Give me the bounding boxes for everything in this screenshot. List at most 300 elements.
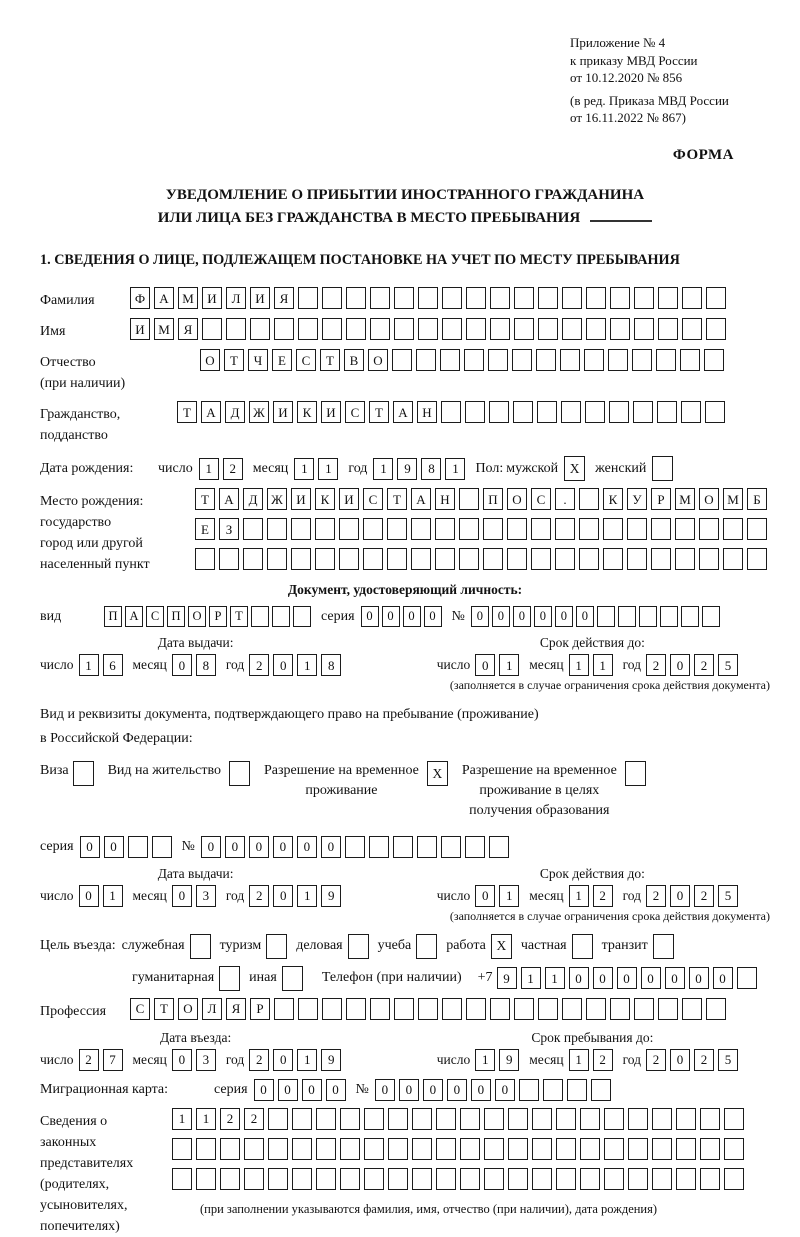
form-cell[interactable]: 8 — [421, 458, 441, 480]
form-cell[interactable] — [490, 287, 510, 309]
form-cell[interactable] — [634, 998, 654, 1020]
form-cell[interactable] — [243, 548, 263, 570]
form-cell[interactable] — [465, 836, 485, 858]
form-cell[interactable] — [723, 518, 743, 540]
form-cell[interactable] — [585, 401, 605, 423]
form-cell[interactable]: 0 — [172, 1049, 192, 1071]
form-cell[interactable] — [387, 548, 407, 570]
form-cell[interactable]: Я — [178, 318, 198, 340]
form-cell[interactable]: 1 — [199, 458, 219, 480]
form-cell[interactable]: 0 — [670, 1049, 690, 1071]
form-cell[interactable]: О — [178, 998, 198, 1020]
form-cell[interactable] — [514, 318, 534, 340]
form-cell[interactable] — [560, 349, 580, 371]
form-cell[interactable] — [411, 548, 431, 570]
form-cell[interactable] — [440, 349, 460, 371]
form-cell[interactable] — [656, 349, 676, 371]
form-cell[interactable] — [488, 349, 508, 371]
form-cell[interactable]: Н — [435, 488, 455, 510]
form-cell[interactable] — [316, 1108, 336, 1130]
form-cell[interactable] — [441, 836, 461, 858]
form-cell[interactable] — [292, 1138, 312, 1160]
form-cell[interactable]: П — [104, 606, 122, 627]
form-cell[interactable] — [676, 1138, 696, 1160]
form-cell[interactable] — [586, 318, 606, 340]
form-cell[interactable] — [657, 401, 677, 423]
form-cell[interactable] — [682, 287, 702, 309]
form-cell[interactable] — [532, 1168, 552, 1190]
form-cell[interactable]: X — [491, 934, 512, 959]
form-cell[interactable]: 1 — [569, 885, 589, 907]
form-cell[interactable] — [339, 518, 359, 540]
form-cell[interactable] — [610, 318, 630, 340]
form-cell[interactable] — [394, 998, 414, 1020]
form-cell[interactable] — [532, 1138, 552, 1160]
form-cell[interactable] — [195, 548, 215, 570]
form-cell[interactable]: 0 — [492, 606, 510, 627]
form-cell[interactable] — [370, 287, 390, 309]
form-cell[interactable]: 9 — [321, 885, 341, 907]
form-cell[interactable]: 1 — [196, 1108, 216, 1130]
form-cell[interactable] — [538, 318, 558, 340]
form-cell[interactable] — [652, 1138, 672, 1160]
form-cell[interactable] — [219, 966, 240, 991]
form-cell[interactable] — [633, 401, 653, 423]
form-cell[interactable] — [724, 1138, 744, 1160]
form-cell[interactable] — [556, 1168, 576, 1190]
form-cell[interactable] — [466, 287, 486, 309]
form-cell[interactable] — [682, 318, 702, 340]
form-cell[interactable] — [634, 287, 654, 309]
form-cell[interactable]: 2 — [249, 885, 269, 907]
form-cell[interactable] — [484, 1108, 504, 1130]
form-cell[interactable] — [274, 318, 294, 340]
form-cell[interactable] — [584, 349, 604, 371]
form-cell[interactable] — [489, 836, 509, 858]
form-cell[interactable]: И — [202, 287, 222, 309]
form-cell[interactable] — [363, 548, 383, 570]
form-cell[interactable] — [700, 1108, 720, 1130]
form-cell[interactable]: 0 — [382, 606, 400, 627]
form-cell[interactable] — [586, 998, 606, 1020]
form-cell[interactable]: Ф — [130, 287, 150, 309]
form-cell[interactable] — [507, 518, 527, 540]
form-cell[interactable]: А — [125, 606, 143, 627]
form-cell[interactable]: 0 — [273, 836, 293, 858]
form-cell[interactable]: 2 — [223, 458, 243, 480]
form-cell[interactable]: Р — [651, 488, 671, 510]
form-cell[interactable]: 6 — [103, 654, 123, 676]
form-cell[interactable]: 2 — [220, 1108, 240, 1130]
form-cell[interactable] — [556, 1108, 576, 1130]
form-cell[interactable] — [699, 548, 719, 570]
form-cell[interactable]: Д — [243, 488, 263, 510]
form-cell[interactable] — [610, 998, 630, 1020]
form-cell[interactable] — [628, 1138, 648, 1160]
form-cell[interactable]: 0 — [321, 836, 341, 858]
form-cell[interactable] — [639, 606, 657, 627]
form-cell[interactable] — [196, 1138, 216, 1160]
form-cell[interactable]: В — [344, 349, 364, 371]
form-cell[interactable]: О — [368, 349, 388, 371]
form-cell[interactable]: 5 — [718, 885, 738, 907]
form-cell[interactable] — [651, 518, 671, 540]
form-cell[interactable] — [196, 1168, 216, 1190]
form-cell[interactable] — [459, 548, 479, 570]
form-cell[interactable] — [272, 606, 290, 627]
form-cell[interactable] — [243, 518, 263, 540]
form-cell[interactable]: 1 — [79, 654, 99, 676]
form-cell[interactable]: 0 — [576, 606, 594, 627]
form-cell[interactable]: 0 — [641, 967, 661, 989]
form-cell[interactable] — [628, 1168, 648, 1190]
form-cell[interactable] — [567, 1079, 587, 1101]
form-cell[interactable] — [483, 518, 503, 540]
form-cell[interactable]: Л — [202, 998, 222, 1020]
form-cell[interactable] — [282, 966, 303, 991]
form-cell[interactable] — [652, 1168, 672, 1190]
form-cell[interactable]: И — [291, 488, 311, 510]
form-cell[interactable] — [682, 998, 702, 1020]
form-cell[interactable]: 5 — [718, 654, 738, 676]
form-cell[interactable] — [364, 1138, 384, 1160]
form-cell[interactable]: Е — [272, 349, 292, 371]
form-cell[interactable] — [705, 401, 725, 423]
form-cell[interactable] — [680, 349, 700, 371]
form-cell[interactable]: X — [564, 456, 585, 481]
form-cell[interactable] — [562, 318, 582, 340]
form-cell[interactable] — [651, 548, 671, 570]
form-cell[interactable]: 0 — [665, 967, 685, 989]
form-cell[interactable]: Т — [177, 401, 197, 423]
form-cell[interactable] — [436, 1138, 456, 1160]
form-cell[interactable]: 9 — [397, 458, 417, 480]
form-cell[interactable]: 2 — [646, 885, 666, 907]
form-cell[interactable] — [441, 401, 461, 423]
form-cell[interactable] — [514, 998, 534, 1020]
form-cell[interactable] — [604, 1108, 624, 1130]
form-cell[interactable]: А — [411, 488, 431, 510]
form-cell[interactable]: И — [273, 401, 293, 423]
form-cell[interactable] — [538, 998, 558, 1020]
form-cell[interactable] — [442, 287, 462, 309]
form-cell[interactable]: 1 — [521, 967, 541, 989]
form-cell[interactable] — [460, 1138, 480, 1160]
form-cell[interactable]: 0 — [302, 1079, 322, 1101]
form-cell[interactable] — [190, 934, 211, 959]
form-cell[interactable] — [704, 349, 724, 371]
form-cell[interactable]: 1 — [545, 967, 565, 989]
form-cell[interactable] — [322, 318, 342, 340]
form-cell[interactable]: С — [531, 488, 551, 510]
form-cell[interactable] — [555, 548, 575, 570]
form-cell[interactable]: Т — [320, 349, 340, 371]
form-cell[interactable] — [634, 318, 654, 340]
form-cell[interactable]: 9 — [321, 1049, 341, 1071]
form-cell[interactable]: 0 — [555, 606, 573, 627]
form-cell[interactable] — [460, 1108, 480, 1130]
form-cell[interactable]: 0 — [273, 654, 293, 676]
form-cell[interactable] — [370, 318, 390, 340]
form-cell[interactable]: 0 — [475, 654, 495, 676]
form-cell[interactable]: С — [146, 606, 164, 627]
form-cell[interactable] — [251, 606, 269, 627]
form-cell[interactable]: Е — [195, 518, 215, 540]
form-cell[interactable]: Т — [154, 998, 174, 1020]
form-cell[interactable]: А — [219, 488, 239, 510]
form-cell[interactable]: 1 — [569, 1049, 589, 1071]
form-cell[interactable] — [298, 998, 318, 1020]
form-cell[interactable] — [724, 1168, 744, 1190]
form-cell[interactable] — [625, 761, 646, 786]
form-cell[interactable]: 0 — [670, 654, 690, 676]
form-cell[interactable]: 1 — [297, 654, 317, 676]
form-cell[interactable]: 2 — [244, 1108, 264, 1130]
form-cell[interactable] — [604, 1168, 624, 1190]
form-cell[interactable]: 0 — [534, 606, 552, 627]
form-cell[interactable]: К — [603, 488, 623, 510]
form-cell[interactable] — [435, 518, 455, 540]
form-cell[interactable] — [339, 548, 359, 570]
form-cell[interactable]: 7 — [103, 1049, 123, 1071]
form-cell[interactable]: 1 — [499, 654, 519, 676]
form-cell[interactable] — [484, 1138, 504, 1160]
form-cell[interactable] — [322, 998, 342, 1020]
form-cell[interactable]: 2 — [646, 654, 666, 676]
form-cell[interactable] — [291, 518, 311, 540]
form-cell[interactable] — [250, 318, 270, 340]
form-cell[interactable] — [627, 548, 647, 570]
form-cell[interactable]: 2 — [646, 1049, 666, 1071]
form-cell[interactable]: 1 — [373, 458, 393, 480]
form-cell[interactable]: 0 — [513, 606, 531, 627]
form-cell[interactable]: 1 — [569, 654, 589, 676]
form-cell[interactable] — [747, 518, 767, 540]
form-cell[interactable] — [268, 1108, 288, 1130]
form-cell[interactable] — [628, 1108, 648, 1130]
form-cell[interactable]: Я — [226, 998, 246, 1020]
form-cell[interactable] — [580, 1138, 600, 1160]
form-cell[interactable]: 0 — [617, 967, 637, 989]
form-cell[interactable] — [172, 1138, 192, 1160]
form-cell[interactable] — [489, 401, 509, 423]
form-cell[interactable]: А — [201, 401, 221, 423]
form-cell[interactable] — [608, 349, 628, 371]
form-cell[interactable]: 0 — [273, 1049, 293, 1071]
form-cell[interactable] — [340, 1168, 360, 1190]
form-cell[interactable] — [706, 287, 726, 309]
form-cell[interactable]: Ж — [267, 488, 287, 510]
form-cell[interactable]: О — [507, 488, 527, 510]
form-cell[interactable]: С — [363, 488, 383, 510]
form-cell[interactable]: 9 — [499, 1049, 519, 1071]
form-cell[interactable] — [562, 287, 582, 309]
form-cell[interactable] — [464, 349, 484, 371]
form-cell[interactable] — [532, 1108, 552, 1130]
form-cell[interactable]: 0 — [278, 1079, 298, 1101]
form-cell[interactable] — [700, 1168, 720, 1190]
form-cell[interactable]: 0 — [225, 836, 245, 858]
form-cell[interactable] — [315, 548, 335, 570]
form-cell[interactable] — [706, 998, 726, 1020]
form-cell[interactable] — [676, 1168, 696, 1190]
form-cell[interactable] — [291, 548, 311, 570]
form-cell[interactable] — [700, 1138, 720, 1160]
form-cell[interactable] — [676, 1108, 696, 1130]
form-cell[interactable] — [490, 318, 510, 340]
form-cell[interactable] — [393, 836, 413, 858]
form-cell[interactable] — [226, 318, 246, 340]
form-cell[interactable] — [293, 606, 311, 627]
form-cell[interactable]: О — [188, 606, 206, 627]
form-cell[interactable] — [268, 1138, 288, 1160]
form-cell[interactable] — [363, 518, 383, 540]
form-cell[interactable] — [627, 518, 647, 540]
form-cell[interactable] — [418, 998, 438, 1020]
form-cell[interactable]: И — [250, 287, 270, 309]
form-cell[interactable] — [364, 1168, 384, 1190]
form-cell[interactable]: П — [167, 606, 185, 627]
form-cell[interactable]: 2 — [593, 885, 613, 907]
form-cell[interactable] — [508, 1108, 528, 1130]
form-cell[interactable]: 2 — [593, 1049, 613, 1071]
form-cell[interactable]: 2 — [694, 885, 714, 907]
form-cell[interactable]: 0 — [475, 885, 495, 907]
form-cell[interactable] — [315, 518, 335, 540]
form-cell[interactable] — [345, 836, 365, 858]
form-cell[interactable] — [266, 934, 287, 959]
form-cell[interactable] — [244, 1168, 264, 1190]
form-cell[interactable] — [531, 518, 551, 540]
form-cell[interactable]: О — [699, 488, 719, 510]
form-cell[interactable]: 0 — [326, 1079, 346, 1101]
form-cell[interactable]: Я — [274, 287, 294, 309]
form-cell[interactable] — [298, 287, 318, 309]
form-cell[interactable] — [219, 548, 239, 570]
form-cell[interactable] — [652, 1108, 672, 1130]
form-cell[interactable]: 0 — [361, 606, 379, 627]
form-cell[interactable]: Р — [250, 998, 270, 1020]
form-cell[interactable] — [466, 998, 486, 1020]
form-cell[interactable] — [580, 1168, 600, 1190]
form-cell[interactable]: А — [154, 287, 174, 309]
form-cell[interactable]: М — [675, 488, 695, 510]
form-cell[interactable]: 0 — [495, 1079, 515, 1101]
form-cell[interactable] — [609, 401, 629, 423]
form-cell[interactable] — [418, 287, 438, 309]
form-cell[interactable] — [561, 401, 581, 423]
form-cell[interactable]: М — [154, 318, 174, 340]
form-cell[interactable]: 9 — [497, 967, 517, 989]
form-cell[interactable]: 0 — [273, 885, 293, 907]
form-cell[interactable] — [604, 1138, 624, 1160]
form-cell[interactable]: 0 — [569, 967, 589, 989]
form-cell[interactable]: Р — [209, 606, 227, 627]
form-cell[interactable] — [618, 606, 636, 627]
form-cell[interactable]: 0 — [375, 1079, 395, 1101]
form-cell[interactable]: 0 — [249, 836, 269, 858]
form-cell[interactable]: Т — [230, 606, 248, 627]
form-cell[interactable] — [675, 518, 695, 540]
form-cell[interactable]: П — [483, 488, 503, 510]
form-cell[interactable] — [412, 1108, 432, 1130]
form-cell[interactable]: 0 — [172, 885, 192, 907]
form-cell[interactable]: У — [627, 488, 647, 510]
form-cell[interactable]: 1 — [294, 458, 314, 480]
form-cell[interactable] — [658, 287, 678, 309]
form-cell[interactable] — [723, 548, 743, 570]
form-cell[interactable] — [267, 518, 287, 540]
form-cell[interactable]: 1 — [593, 654, 613, 676]
form-cell[interactable] — [459, 518, 479, 540]
form-cell[interactable] — [519, 1079, 539, 1101]
form-cell[interactable]: 1 — [297, 1049, 317, 1071]
form-cell[interactable] — [370, 998, 390, 1020]
form-cell[interactable] — [220, 1138, 240, 1160]
form-cell[interactable]: 1 — [172, 1108, 192, 1130]
form-cell[interactable]: К — [297, 401, 317, 423]
form-cell[interactable] — [388, 1108, 408, 1130]
form-cell[interactable] — [346, 998, 366, 1020]
form-cell[interactable]: 1 — [103, 885, 123, 907]
form-cell[interactable] — [348, 934, 369, 959]
form-cell[interactable] — [483, 548, 503, 570]
form-cell[interactable]: 1 — [297, 885, 317, 907]
form-cell[interactable] — [442, 998, 462, 1020]
form-cell[interactable]: 0 — [471, 1079, 491, 1101]
form-cell[interactable]: З — [219, 518, 239, 540]
form-cell[interactable] — [537, 401, 557, 423]
form-cell[interactable]: 0 — [713, 967, 733, 989]
form-cell[interactable]: 1 — [499, 885, 519, 907]
form-cell[interactable] — [562, 998, 582, 1020]
form-cell[interactable]: . — [555, 488, 575, 510]
form-cell[interactable]: 0 — [447, 1079, 467, 1101]
form-cell[interactable] — [394, 318, 414, 340]
form-cell[interactable]: 5 — [718, 1049, 738, 1071]
form-cell[interactable]: X — [427, 761, 448, 786]
form-cell[interactable] — [340, 1138, 360, 1160]
form-cell[interactable] — [737, 967, 757, 989]
form-cell[interactable] — [387, 518, 407, 540]
form-cell[interactable]: 0 — [172, 654, 192, 676]
form-cell[interactable] — [660, 606, 678, 627]
form-cell[interactable]: 0 — [471, 606, 489, 627]
form-cell[interactable] — [412, 1168, 432, 1190]
form-cell[interactable]: 0 — [424, 606, 442, 627]
form-cell[interactable] — [220, 1168, 240, 1190]
form-cell[interactable] — [316, 1168, 336, 1190]
form-cell[interactable] — [512, 349, 532, 371]
form-cell[interactable] — [274, 998, 294, 1020]
form-cell[interactable] — [73, 761, 94, 786]
form-cell[interactable] — [465, 401, 485, 423]
form-cell[interactable] — [229, 761, 250, 786]
form-cell[interactable]: 0 — [201, 836, 221, 858]
form-cell[interactable]: Ж — [249, 401, 269, 423]
form-cell[interactable]: 0 — [254, 1079, 274, 1101]
form-cell[interactable] — [346, 318, 366, 340]
form-cell[interactable] — [322, 287, 342, 309]
form-cell[interactable] — [292, 1108, 312, 1130]
form-cell[interactable] — [653, 934, 674, 959]
form-cell[interactable] — [658, 318, 678, 340]
form-cell[interactable] — [675, 548, 695, 570]
form-cell[interactable]: М — [723, 488, 743, 510]
form-cell[interactable] — [459, 488, 479, 510]
form-cell[interactable] — [706, 318, 726, 340]
form-cell[interactable]: 2 — [694, 1049, 714, 1071]
